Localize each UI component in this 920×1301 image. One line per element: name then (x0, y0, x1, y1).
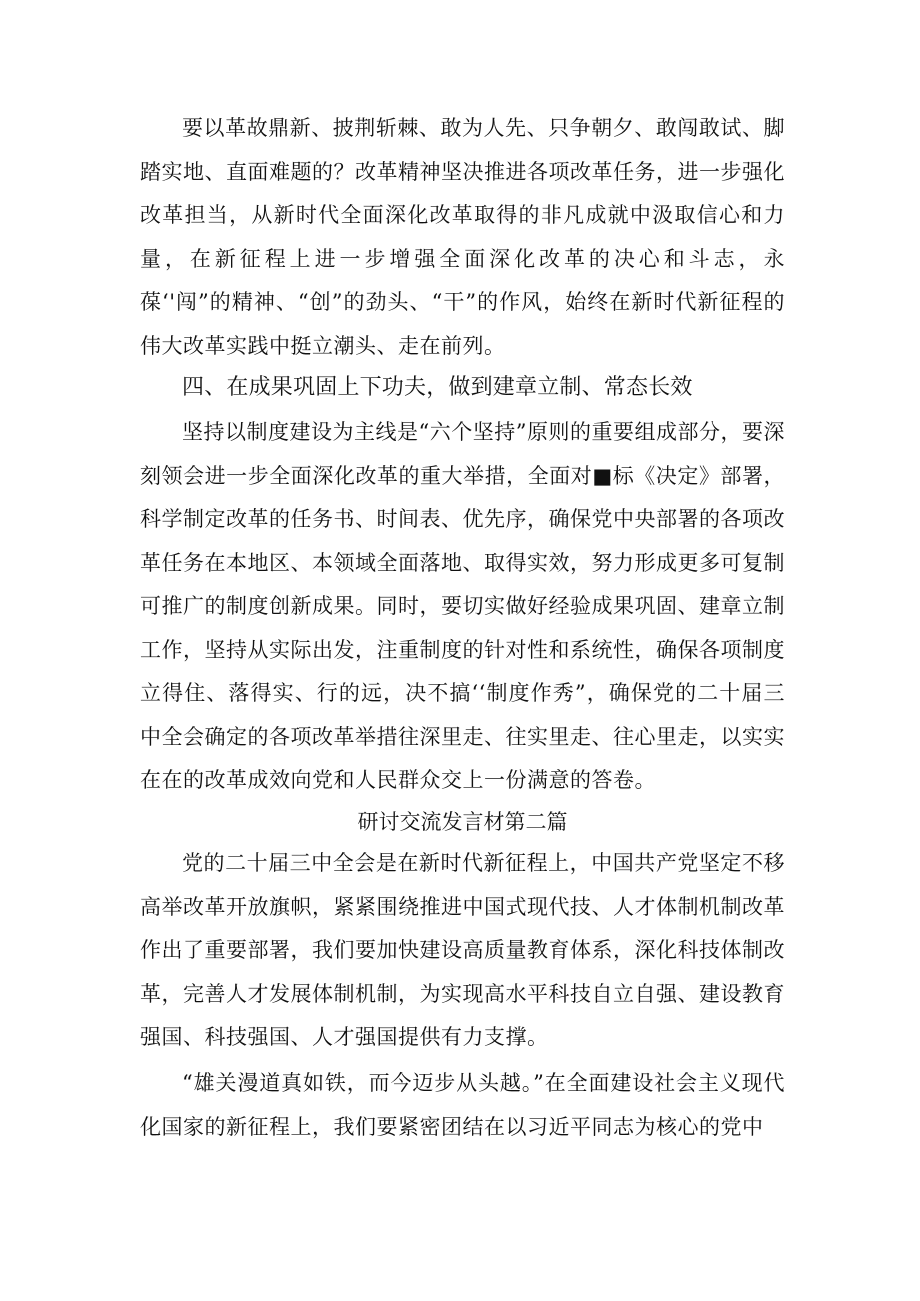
article-title: 研讨交流发言材第二篇 (357, 810, 568, 834)
body-paragraph: “雄关漫道真如铁，而今迈步从头越。”在全面建设社会主义现代化国家的新征程上，我们要紧密团结在以习近平同志为核心的党中 (140, 1071, 785, 1139)
body-paragraph: 党的二十届三中全会是在新时代新征程上，中国共产党坚定不移高举改革开放旗帜，紧紧围绕推进中国式现代技、人才体制机制改革作出了重要部署，我们要加快建设高质量教育体系，深化科技体制改革，完善人才发展体制机制，为实现高水平科技自立自强、建设教育强国、科技强国、人才强国提供有力支撑。 (140, 851, 785, 1049)
body-paragraph: 要以革故鼎新、披荆斩棘、敢为人先、只争朝夕、敢闯敢试、脚踏实地、直面难题的？改革精神坚决推进各项改革任务，进一步强化改革担当，从新时代全面深化改革取得的非凡成就中汲取信心和力量，在新征程上进一步增强全面深化改革的决心和斗志，永葆‘'闯”的精神、“创”的劲头、“干”的作风，始终在新时代新征程的伟大改革实践中挺立潮头、走在前列。 (140, 116, 785, 358)
body-paragraph: 坚持以制度建设为主线是“六个坚持”原则的重要组成部分，要深刻领会进一步全面深化改革的重大举措，全面对■标《决定》部署，科学制定改革的任务书、时间表、优先序，确保党中央部署的各项改革任务在本地区、本领域全面落地、取得实效，努力形成更多可复制可推广的制度创新成果。同时，要切实做好经验成果巩固、建章立制工作，坚持从实际出发，注重制度的针对性和系统性，确保各项制度立得住、落得实、行的远，决不搞‘‘制度作秀”，确保党的二十届三中全会确定的各项改革举措往深里走、往实里走、往心里走，以实实在在的改革成效向党和人民群众交上一份满意的答卷。 (140, 420, 785, 792)
section-heading: 四、在成果巩固上下功夫，做到建章立制、常态长效 (182, 375, 693, 400)
